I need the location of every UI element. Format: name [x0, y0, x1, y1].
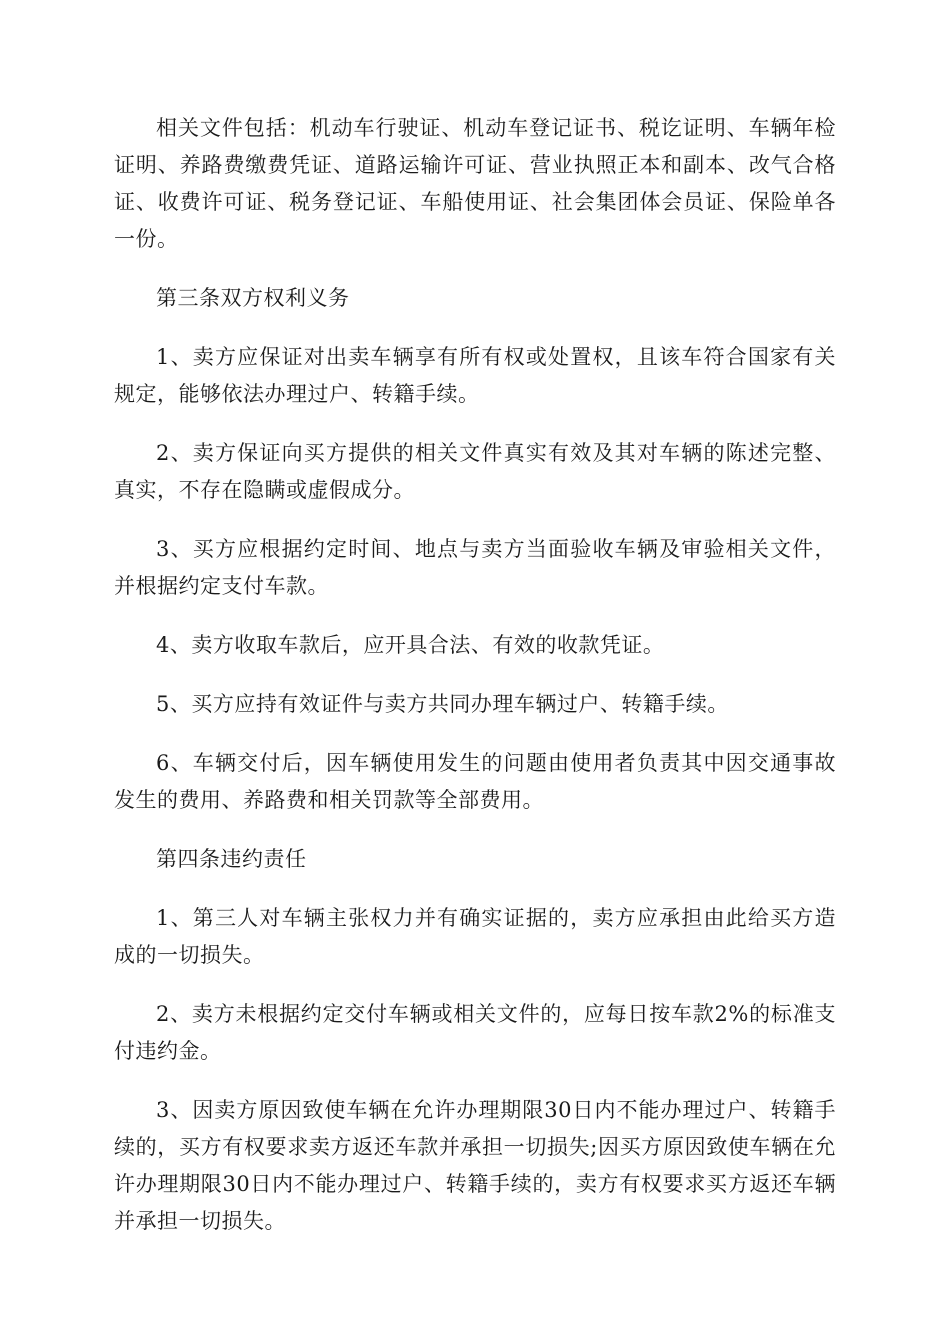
paragraph-gap	[114, 605, 836, 627]
paragraph-article-4-item-2: 2、卖方未根据约定交付车辆或相关文件的，应每日按车款2%的标准支付违约金。	[114, 1002, 836, 1063]
paragraph-gap	[114, 258, 836, 280]
paragraph-article-3-item-1: 1、卖方应保证对出卖车辆享有所有权或处置权，且该车符合国家有关规定，能够依法办理过户、转籍手续。	[114, 345, 836, 406]
paragraph-gap	[114, 317, 836, 339]
paragraph-gap	[114, 819, 836, 841]
paragraph-article-4-item-3: 3、因卖方原因致使车辆在允许办理期限30日内不能办理过户、转籍手续的，买方有权要求卖方返还车款并承担一切损失;因买方原因致使车辆在允许办理期限30日内不能办理过户、转籍手续的，卖方有权要求买方返还车辆并承担一切损失。	[114, 1098, 836, 1233]
paragraph-article-3-item-2: 2、卖方保证向买方提供的相关文件真实有效及其对车辆的陈述完整、真实，不存在隐瞒或虚假成分。	[114, 441, 836, 502]
paragraph-related-documents: 相关文件包括：机动车行驶证、机动车登记证书、税讫证明、车辆年检证明、养路费缴费凭证、道路运输许可证、营业执照正本和副本、改气合格证、收费许可证、税务登记证、车船使用证、社会集团体会员证、保险单各一份。	[114, 116, 836, 251]
paragraph-article-3-item-4: 4、卖方收取车款后，应开具合法、有效的收款凭证。	[156, 633, 665, 657]
paragraph-gap	[114, 723, 836, 745]
paragraph-gap	[114, 413, 836, 435]
paragraph-gap	[114, 509, 836, 531]
section-heading-article-4: 第四条违约责任	[156, 847, 307, 871]
paragraph-gap	[114, 1070, 836, 1092]
paragraph-article-3-item-6: 6、车辆交付后，因车辆使用发生的问题由使用者负责其中因交通事故发生的费用、养路费和相关罚款等全部费用。	[114, 751, 836, 812]
paragraph-gap	[114, 878, 836, 900]
paragraph-article-4-item-1: 1、第三人对车辆主张权力并有确实证据的，卖方应承担由此给买方造成的一切损失。	[114, 906, 836, 967]
section-heading-article-3: 第三条双方权利义务	[156, 286, 350, 310]
paragraph-gap	[114, 664, 836, 686]
paragraph-article-3-item-5: 5、买方应持有效证件与卖方共同办理车辆过户、转籍手续。	[156, 692, 729, 716]
document-body	[114, 110, 836, 1240]
paragraph-gap	[114, 974, 836, 996]
paragraph-article-3-item-3: 3、买方应根据约定时间、地点与卖方当面验收车辆及审验相关文件，并根据约定支付车款。	[114, 537, 836, 598]
